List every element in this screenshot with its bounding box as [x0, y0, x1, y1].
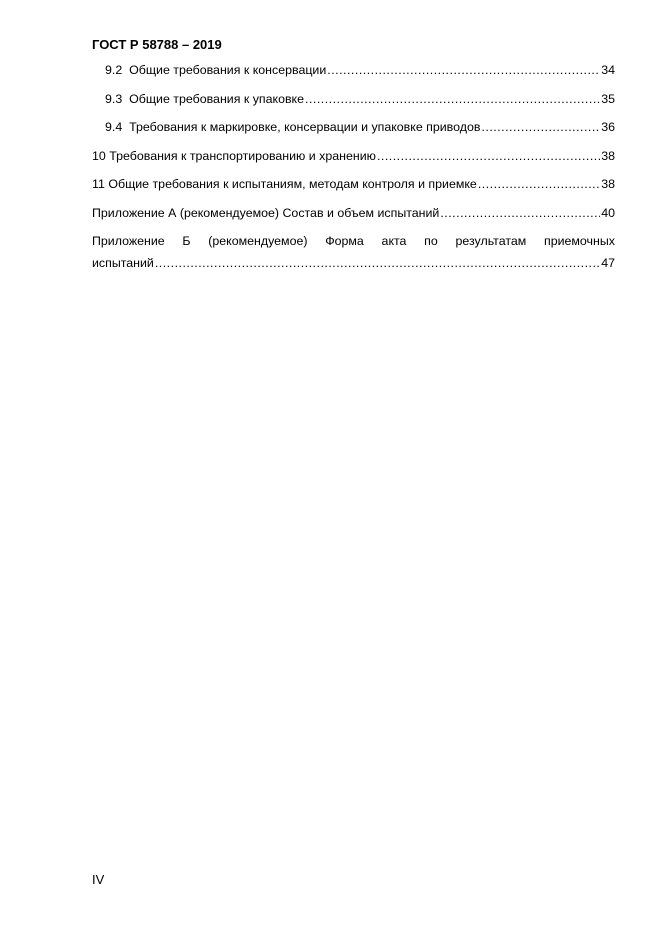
toc-title: испытаний	[92, 256, 154, 270]
toc-number: 9.3	[105, 91, 123, 106]
word: акта	[381, 234, 407, 248]
toc-title: Общие требования к консервации	[129, 63, 327, 77]
toc-title-line	[92, 232, 615, 254]
table-of-contents	[92, 61, 615, 276]
word: Форма	[325, 234, 364, 248]
dot-leader	[327, 61, 600, 79]
toc-number: 9.4	[105, 120, 123, 134]
toc-page: 34	[601, 63, 615, 77]
toc-entry[interactable]	[92, 204, 615, 233]
word: (рекомендуемое)	[208, 234, 308, 248]
dot-leader	[478, 175, 600, 193]
dot-leader	[440, 204, 600, 222]
toc-entry[interactable]	[92, 118, 615, 147]
toc-page: 35	[601, 91, 615, 106]
toc-number: 9.2	[105, 63, 123, 77]
toc-entry-appendix-b[interactable]	[92, 232, 615, 276]
toc-page: 40	[601, 205, 615, 220]
word: Б	[182, 234, 191, 248]
toc-title: Требования к маркировке, консервации и упаковке приводов	[129, 120, 481, 134]
dot-leader	[481, 118, 600, 136]
toc-number: 11	[92, 177, 105, 191]
toc-page: 47	[601, 256, 615, 270]
word: результатам	[455, 234, 527, 248]
dot-leader	[377, 147, 600, 165]
toc-page: 36	[601, 120, 615, 134]
toc-title: Общие требования к упаковке	[129, 91, 305, 106]
word: Приложение	[92, 234, 165, 248]
toc-title: Требования к транспортированию и хранению	[109, 148, 376, 163]
toc-entry[interactable]	[92, 147, 615, 176]
toc-entry[interactable]	[92, 90, 615, 119]
toc-title: Общие требования к испытаниям, методам контроля и приемке	[108, 177, 477, 191]
dot-leader	[155, 254, 600, 272]
toc-page: 38	[601, 177, 615, 191]
toc-title: Приложение А (рекомендуемое) Состав и объем испытаний	[92, 205, 440, 220]
dot-leader	[305, 90, 600, 108]
word: приемочных	[544, 234, 615, 248]
toc-number: 10	[92, 148, 106, 163]
toc-page: 38	[601, 148, 615, 163]
toc-entry[interactable]	[92, 61, 615, 90]
document-header: ГОСТ Р 58788 – 2019	[92, 37, 222, 52]
page-number: IV	[92, 872, 105, 887]
word: по	[424, 234, 438, 248]
toc-entry[interactable]	[92, 175, 615, 204]
